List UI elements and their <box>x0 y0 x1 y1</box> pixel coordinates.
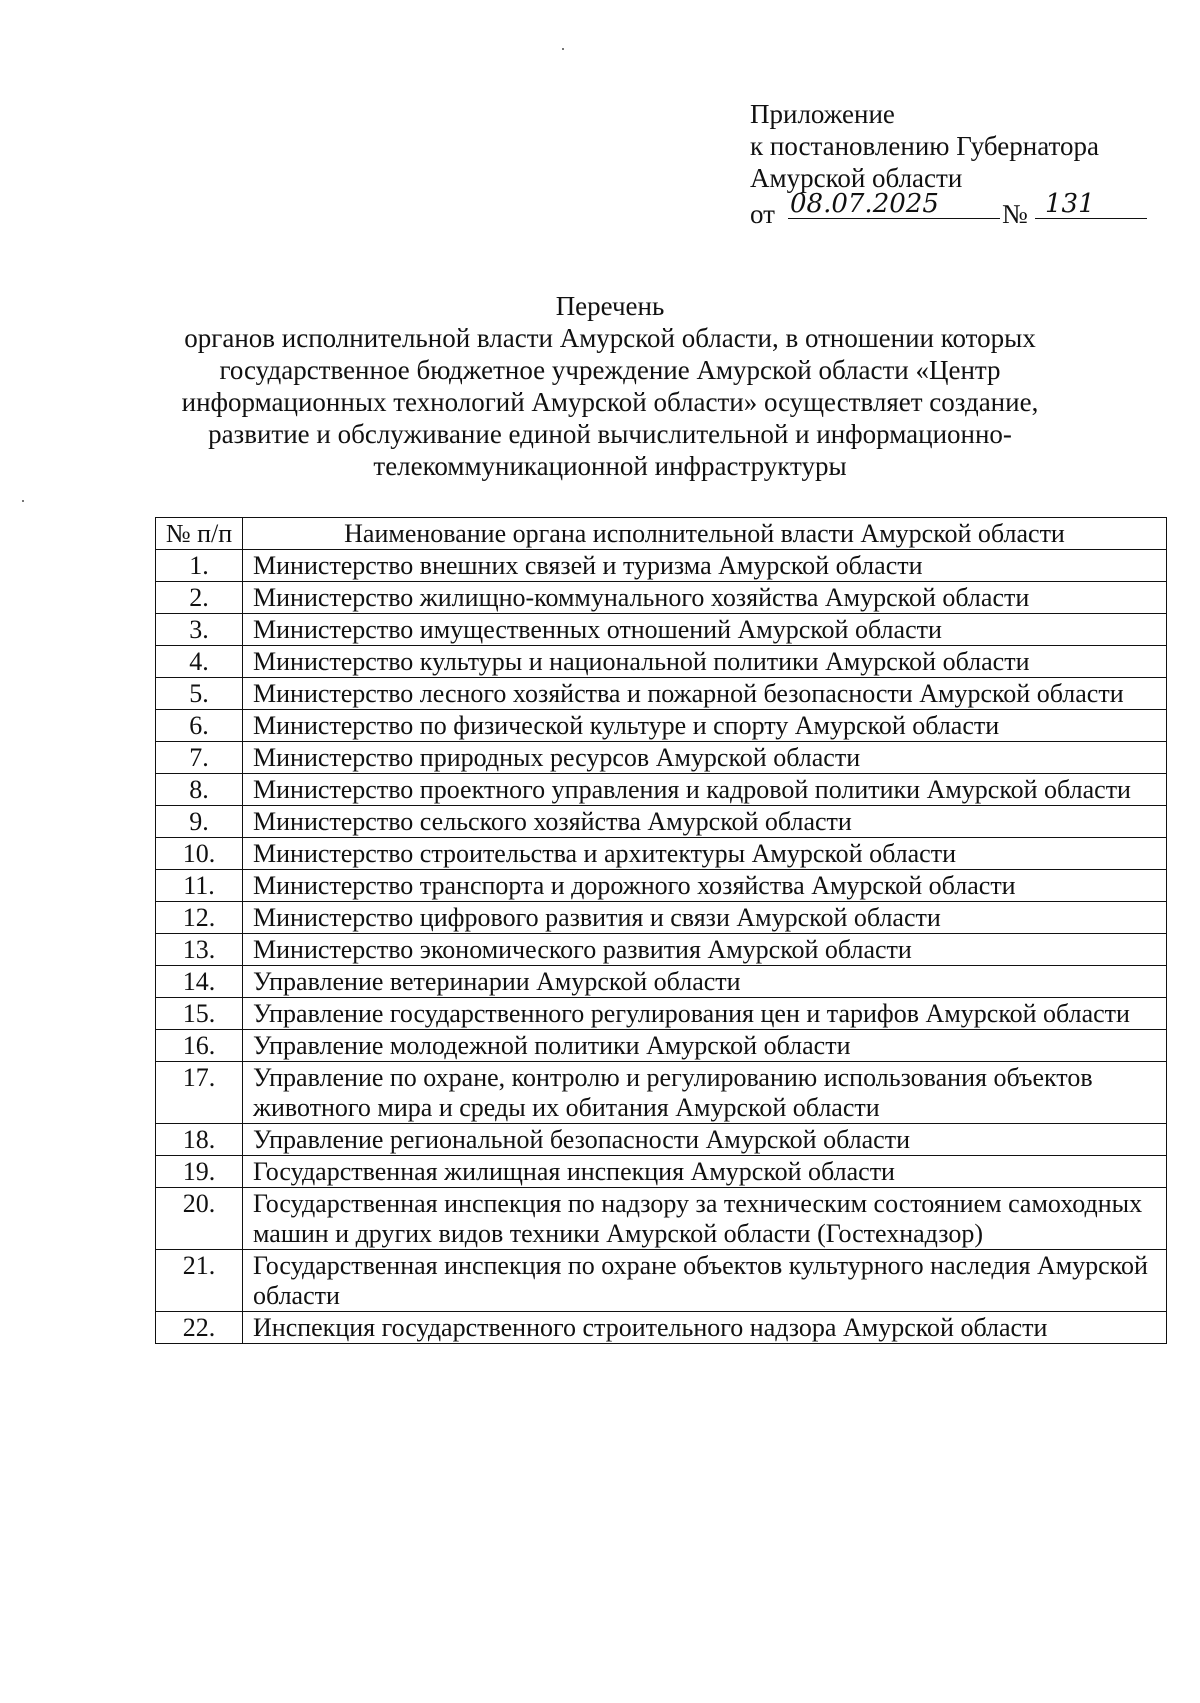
row-number: 6. <box>156 710 243 742</box>
table-row <box>156 1124 1167 1156</box>
table-row <box>156 550 1167 582</box>
table-row <box>156 1156 1167 1188</box>
table-row <box>156 1030 1167 1062</box>
row-authority-name: Министерство жилищно-коммунального хозяйства Амурской области <box>243 582 1167 614</box>
table-row <box>156 998 1167 1030</box>
row-authority-name: Министерство сельского хозяйства Амурской области <box>243 806 1167 838</box>
row-authority-name: Министерство природных ресурсов Амурской области <box>243 742 1167 774</box>
row-number: 21. <box>156 1250 243 1312</box>
table-row <box>156 934 1167 966</box>
row-number: 19. <box>156 1156 243 1188</box>
row-number: 20. <box>156 1188 243 1250</box>
table-header-row <box>156 518 1167 550</box>
table-row <box>156 582 1167 614</box>
appendix-reference: к постановлению Губернатора <box>750 131 1099 161</box>
table-row <box>156 1062 1167 1124</box>
table-row <box>156 1188 1167 1250</box>
row-authority-name: Министерство цифрового развития и связи Амурской области <box>243 902 1167 934</box>
scan-speck <box>22 500 24 502</box>
row-authority-name: Государственная инспекция по надзору за техническим состоянием самоходных машин и других видов техники Амурской области (Гостехнадзор) <box>243 1188 1167 1250</box>
row-authority-name: Управление региональной безопасности Амурской области <box>243 1124 1167 1156</box>
table-row <box>156 1312 1167 1344</box>
row-authority-name: Министерство культуры и национальной политики Амурской области <box>243 646 1167 678</box>
document-subtitle-line: государственное бюджетное учреждение Амурской области «Центр <box>219 355 1001 385</box>
row-authority-name: Министерство лесного хозяйства и пожарной безопасности Амурской области <box>243 678 1167 710</box>
table-row <box>156 870 1167 902</box>
row-authority-name: Министерство по физической культуре и спорту Амурской области <box>243 710 1167 742</box>
row-number: 15. <box>156 998 243 1030</box>
appendix-region: Амурской области <box>750 163 963 193</box>
document-heading <box>150 290 1070 482</box>
row-number: 2. <box>156 582 243 614</box>
row-authority-name: Управление по охране, контролю и регулированию использования объектов животного мира и среды их обитания Амурской области <box>243 1062 1167 1124</box>
document-subtitle-line: информационных технологий Амурской области» осуществляет создание, <box>181 387 1039 417</box>
scan-speck <box>562 48 564 50</box>
row-authority-name: Министерство строительства и архитектуры Амурской области <box>243 838 1167 870</box>
decree-number-handwritten: 131 <box>1035 188 1147 219</box>
row-authority-name: Государственная инспекция по охране объектов культурного наследия Амурской области <box>243 1250 1167 1312</box>
row-authority-name: Министерство внешних связей и туризма Амурской области <box>243 550 1167 582</box>
date-prefix: от <box>750 199 775 229</box>
row-number: 3. <box>156 614 243 646</box>
table-row <box>156 710 1167 742</box>
row-authority-name: Министерство транспорта и дорожного хозяйства Амурской области <box>243 870 1167 902</box>
row-number: 17. <box>156 1062 243 1124</box>
document-subtitle-line: органов исполнительной власти Амурской области, в отношении которых <box>184 323 1036 353</box>
row-number: 13. <box>156 934 243 966</box>
row-number: 5. <box>156 678 243 710</box>
row-number: 1. <box>156 550 243 582</box>
decree-date-number-line <box>750 189 1099 236</box>
row-number: 16. <box>156 1030 243 1062</box>
row-authority-name: Инспекция государственного строительного надзора Амурской области <box>243 1312 1167 1344</box>
document-subtitle-line: развитие и обслуживание единой вычислительной и информационно- <box>208 419 1012 449</box>
table-row <box>156 902 1167 934</box>
table-row <box>156 614 1167 646</box>
appendix-block <box>750 98 1099 236</box>
row-number: 18. <box>156 1124 243 1156</box>
decree-date-handwritten: 08.07.2025 <box>788 188 1000 219</box>
row-authority-name: Управление государственного регулирования цен и тарифов Амурской области <box>243 998 1167 1030</box>
table-row <box>156 966 1167 998</box>
row-number: 8. <box>156 774 243 806</box>
document-title: Перечень <box>555 291 665 321</box>
table-row <box>156 742 1167 774</box>
row-authority-name: Государственная жилищная инспекция Амурской области <box>243 1156 1167 1188</box>
row-authority-name: Управление ветеринарии Амурской области <box>243 966 1167 998</box>
row-authority-name: Министерство проектного управления и кадровой политики Амурской области <box>243 774 1167 806</box>
table-row <box>156 646 1167 678</box>
row-number: 11. <box>156 870 243 902</box>
row-number: 10. <box>156 838 243 870</box>
row-number: 12. <box>156 902 243 934</box>
row-authority-name: Управление молодежной политики Амурской области <box>243 1030 1167 1062</box>
authorities-table <box>155 517 1167 1344</box>
number-prefix: № <box>1002 199 1028 229</box>
table-row <box>156 1250 1167 1312</box>
row-authority-name: Министерство экономического развития Амурской области <box>243 934 1167 966</box>
document-subtitle-line: телекоммуникационной инфраструктуры <box>373 451 847 481</box>
table-row <box>156 678 1167 710</box>
appendix-title: Приложение <box>750 99 895 129</box>
header-number: № п/п <box>156 518 243 550</box>
row-number: 4. <box>156 646 243 678</box>
row-authority-name: Министерство имущественных отношений Амурской области <box>243 614 1167 646</box>
header-name: Наименование органа исполнительной власти Амурской области <box>243 518 1167 550</box>
row-number: 7. <box>156 742 243 774</box>
row-number: 9. <box>156 806 243 838</box>
table-row <box>156 774 1167 806</box>
row-number: 22. <box>156 1312 243 1344</box>
table-row <box>156 838 1167 870</box>
table-row <box>156 806 1167 838</box>
row-number: 14. <box>156 966 243 998</box>
